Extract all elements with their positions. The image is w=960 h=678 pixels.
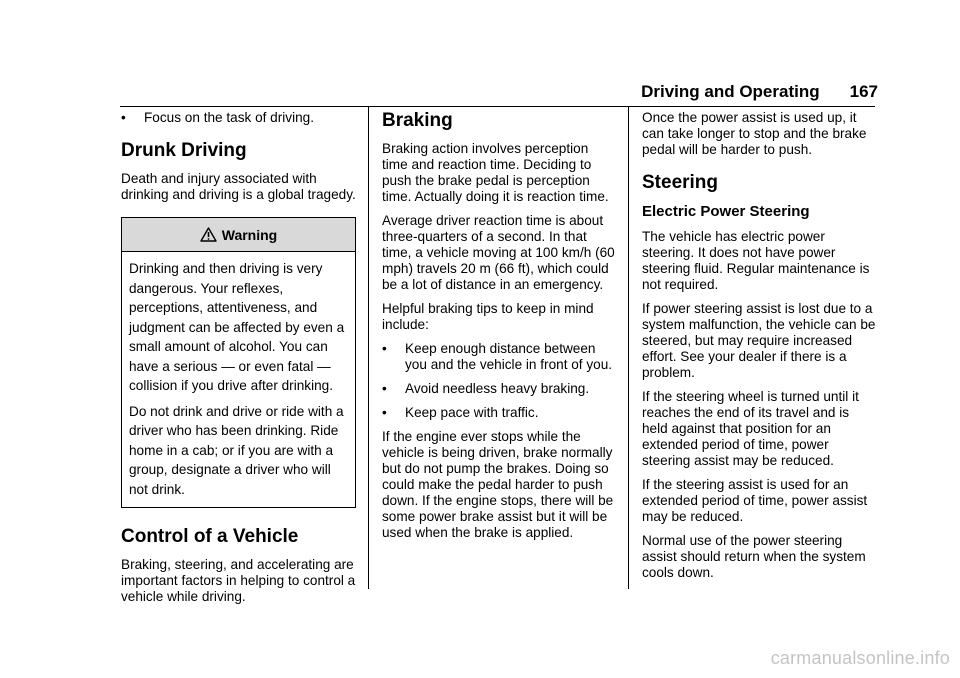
paragraph: If the steering wheel is turned until it reaches the end of its travel and is held against that position for an extended period of time, power steering assist may be reduced. (642, 389, 859, 468)
warning-body (122, 252, 355, 507)
column-1 (121, 110, 356, 613)
page-header (0, 82, 878, 104)
list-item (121, 110, 356, 126)
warning-paragraph: Do not drink and drive or ride with a driver who has been drinking. Ride home in a cab; or if you are with a group, designate a driver who will not drink. (129, 403, 344, 497)
heading-steering: Steering (642, 172, 719, 193)
warning-paragraph: Drinking and then driving is very dangerous. Your reflexes, perceptions, attentiveness, and judgment can be affected by even a small amount of alcohol. You can have a serious — or even fatal — collision if you drive after drinking. (129, 261, 345, 393)
list-item-text: Keep enough distance between you and the vehicle in front of you. (405, 341, 613, 372)
column-divider-1 (368, 107, 369, 589)
paragraph: If power steering assist is lost due to a system malfunction, the vehicle can be steered, but may require increased effort. See your dealer if there is a problem. (642, 301, 876, 380)
heading-electric-power-steering: Electric Power Steering (642, 203, 810, 220)
paragraph: Death and injury associated with drinking and driving is a global tragedy. (121, 171, 356, 202)
bullet-glyph: • (382, 341, 387, 356)
bullet-glyph: • (382, 381, 387, 396)
heading-braking: Braking (382, 110, 453, 131)
page-number: 167 (849, 82, 878, 101)
heading-control-of-vehicle: Control of a Vehicle (121, 526, 299, 547)
paragraph: If the steering assist is used for an extended period of time, power assist may be reduced. (642, 477, 868, 524)
section-title: Driving and Operating (641, 82, 820, 101)
paragraph: Braking, steering, and accelerating are important factors in helping to control a vehicle while driving. (121, 557, 356, 604)
list-item-text: Focus on the task of driving. (144, 110, 315, 125)
list-item-text: Avoid needless heavy braking. (405, 381, 590, 396)
list-item-text: Keep pace with traffic. (405, 405, 539, 420)
paragraph: Once the power assist is used up, it can take longer to stop and the brake pedal will be harder to push. (642, 110, 867, 157)
paragraph: Braking action involves perception time and reaction time. Deciding to push the brake pedal is perception time. Actually doing it is reaction time. (382, 141, 609, 204)
warning-box (121, 217, 356, 508)
paragraph: Helpful braking tips to keep in mind include: (382, 301, 594, 332)
paragraph: The vehicle has electric power steering. It does not have power steering fluid. Regular maintenance is not required. (642, 229, 870, 292)
warning-title: Warning (221, 226, 278, 243)
heading-drunk-driving: Drunk Driving (121, 140, 247, 161)
warning-header (122, 218, 355, 252)
column-divider-2 (628, 107, 629, 589)
list-item (382, 381, 616, 397)
paragraph: Average driver reaction time is about three-quarters of a second. In that time, a vehicle moving at 100 km/h (60 mph) travels 20 m (66 ft), which could be a lot of distance in an emergency. (382, 213, 615, 292)
warning-triangle-icon (200, 227, 217, 242)
paragraph: Normal use of the power steering assist should return when the system cools down. (642, 533, 866, 580)
column-3 (642, 110, 878, 589)
bullet-glyph: • (382, 405, 387, 420)
watermark: carmanualsonline.info (770, 648, 950, 668)
list-item (382, 341, 616, 373)
list-item (382, 405, 616, 421)
column-2 (382, 110, 616, 549)
bullet-glyph: • (121, 110, 126, 125)
header-rule (120, 106, 875, 107)
paragraph: If the engine ever stops while the vehicle is being driven, brake normally but do not pump the brakes. Doing so could make the pedal harder to push down. If the engine stops, there will be some power brake assist but it will be used when the brake is applied. (382, 429, 614, 540)
